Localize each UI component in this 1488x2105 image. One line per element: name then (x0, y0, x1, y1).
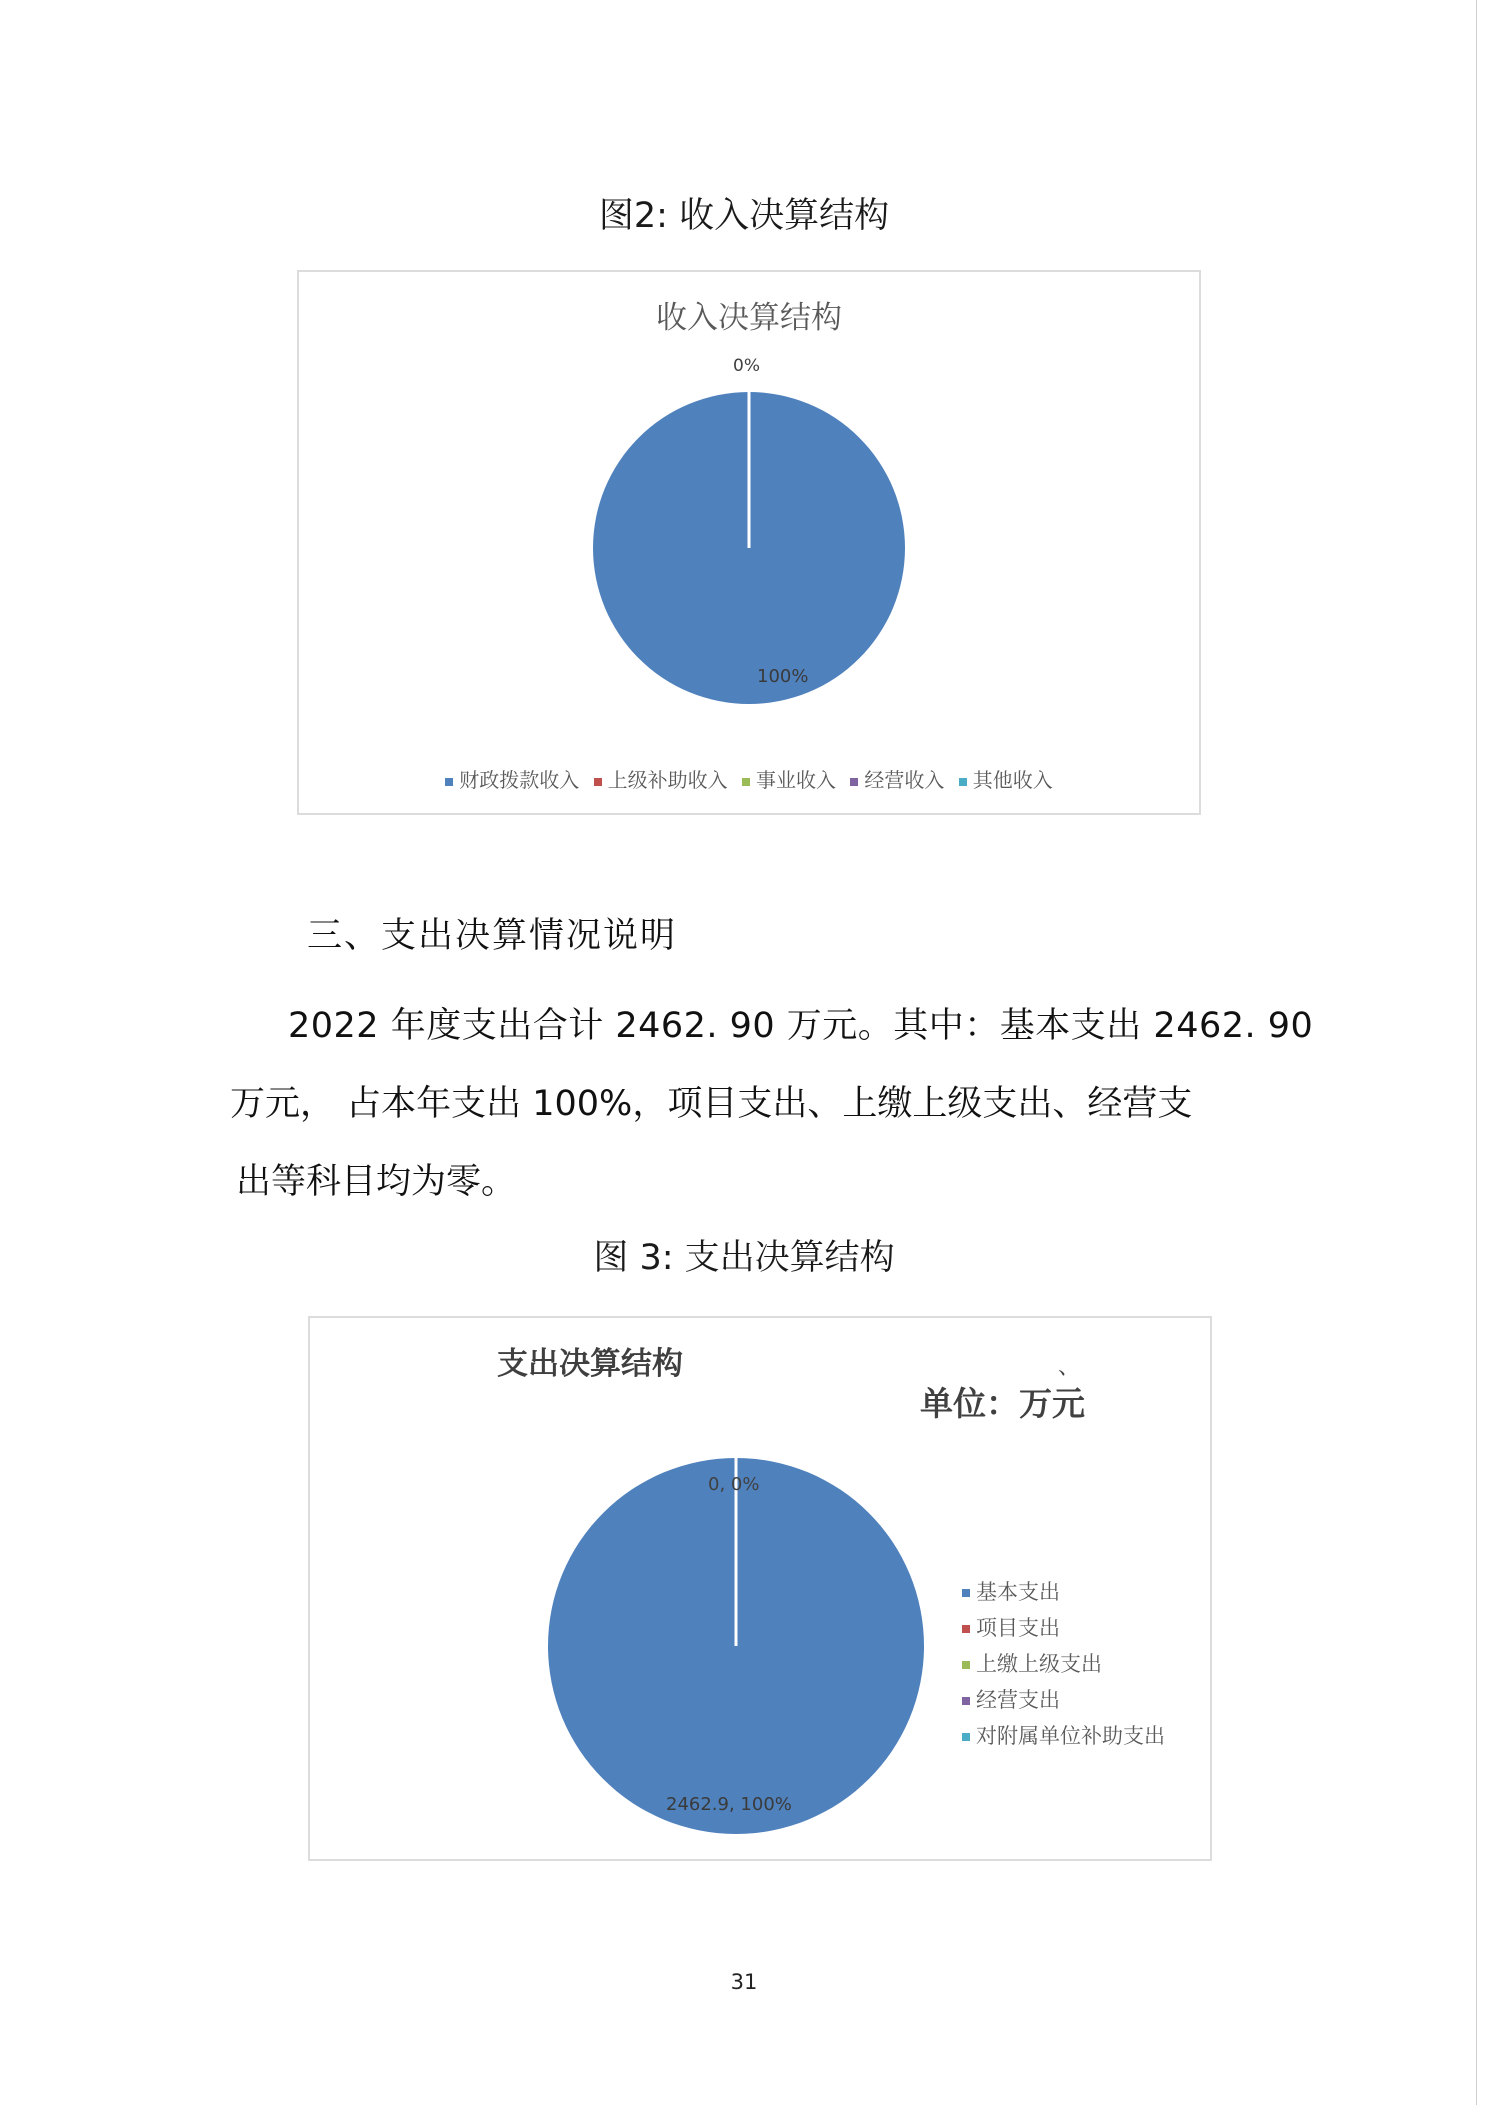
figure3-caption: 图 3: 支出决算结构 (593, 1238, 895, 1278)
legend-item: 经营收入 (850, 764, 944, 793)
page-edge (1476, 0, 1477, 2105)
legend-swatch-blue (445, 778, 453, 786)
legend-item: 其他收入 (959, 764, 1053, 793)
expenditure-chart-title: 支出决算结构 (497, 1346, 683, 1382)
section-heading: 三、支出决算情况说明 (307, 916, 678, 956)
expenditure-paragraph (230, 987, 1314, 1221)
legend-item: 上缴上级支出 (962, 1646, 1165, 1682)
income-chart (297, 270, 1201, 815)
legend-item: 上级补助收入 (594, 764, 728, 793)
expenditure-bottom-label: 2462.9, 100% (666, 1794, 792, 1815)
paragraph-line: 出等科目均为零。 (236, 1162, 517, 1202)
legend-swatch-purple (850, 778, 858, 786)
income-top-label: 0% (733, 356, 760, 376)
legend-swatch-purple (962, 1697, 970, 1705)
unit-label: 单位：万元 (920, 1384, 1085, 1423)
stray-mark: 、 (1058, 1355, 1081, 1380)
page-number: 31 (730, 1970, 758, 1994)
expenditure-top-label: 0, 0% (708, 1474, 760, 1495)
paragraph-line: 2022 年度支出合计 2462. 90 万元。其中：基本支出 2462. 90 (288, 1006, 1314, 1046)
legend-swatch-red (962, 1625, 970, 1633)
legend-swatch-teal (962, 1733, 970, 1741)
legend-item: 财政拨款收入 (445, 764, 579, 793)
expenditure-legend (962, 1574, 1165, 1754)
paragraph-line: 万元， 占本年支出 100%，项目支出、上缴上级支出、经营支 (230, 1084, 1193, 1124)
legend-item: 基本支出 (962, 1574, 1165, 1610)
legend-swatch-blue (962, 1589, 970, 1597)
legend-item: 事业收入 (742, 764, 836, 793)
income-pie (299, 272, 1199, 813)
legend-swatch-red (594, 778, 602, 786)
legend-item: 对附属单位补助支出 (962, 1718, 1165, 1754)
legend-swatch-green (742, 778, 750, 786)
legend-item: 项目支出 (962, 1610, 1165, 1646)
expenditure-chart (308, 1316, 1212, 1861)
income-bottom-label: 100% (757, 666, 809, 687)
legend-swatch-green (962, 1661, 970, 1669)
legend-swatch-teal (959, 778, 967, 786)
income-chart-title: 收入决算结构 (656, 300, 842, 336)
income-legend (299, 764, 1199, 793)
legend-item: 经营支出 (962, 1682, 1165, 1718)
figure2-caption: 图2: 收入决算结构 (598, 196, 890, 236)
